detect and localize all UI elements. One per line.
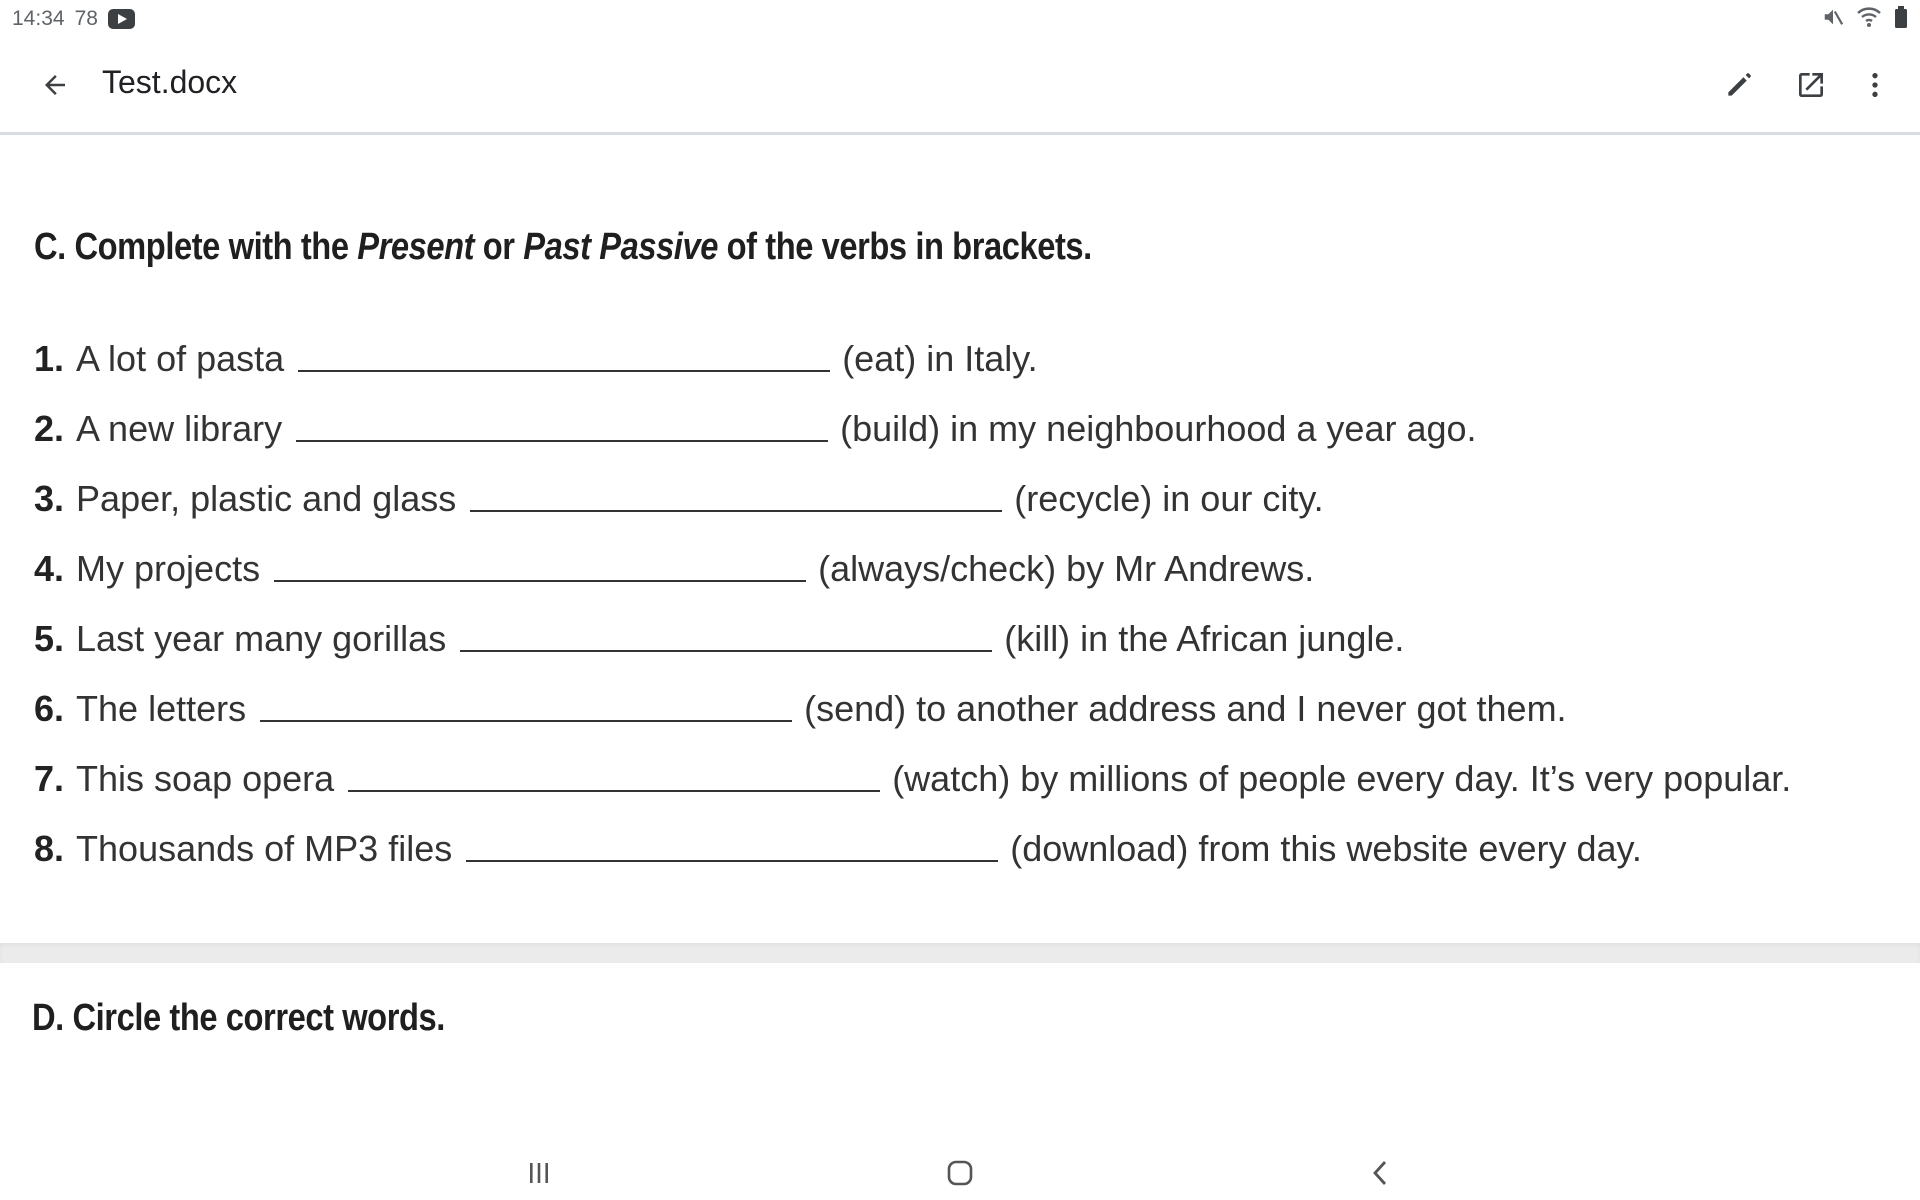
exercise-number: 7. (34, 758, 65, 799)
exercise-item (34, 400, 1477, 450)
section-c-letter: C. (34, 226, 66, 268)
section-d-text: Circle the correct words. (72, 997, 445, 1039)
exercise-stem: My projects (76, 548, 261, 589)
more-vert-icon (1859, 69, 1891, 101)
section-c-italic-past-passive: Past Passive (523, 226, 718, 268)
recent-apps-icon (525, 1160, 553, 1186)
exercise-item (34, 610, 1404, 660)
open-external-icon (1795, 69, 1827, 101)
open-with-button[interactable] (1786, 60, 1836, 110)
status-time: 14:34 (12, 7, 65, 30)
exercise-stem: A new library (76, 408, 283, 449)
exercise-item (34, 680, 1567, 730)
exercise-number: 4. (34, 548, 65, 589)
back-arrow-icon (40, 70, 70, 100)
exercise-rest: (build) in my neighbourhood a year ago. (840, 408, 1477, 449)
answer-blank (274, 580, 806, 582)
answer-blank (298, 370, 830, 372)
exercise-stem: Last year many gorillas (76, 618, 447, 659)
exercise-rest: (recycle) in our city. (1014, 478, 1324, 519)
pencil-icon (1723, 69, 1755, 101)
exercise-rest: (eat) in Italy. (842, 338, 1038, 379)
wifi-icon (1856, 6, 1882, 28)
notification-count: 78 (74, 7, 98, 30)
nav-back-icon (1368, 1159, 1394, 1187)
battery-icon (1894, 6, 1908, 28)
exercise-stem: Thousands of MP3 files (76, 828, 453, 869)
section-d-letter: D. (32, 997, 64, 1039)
status-right (1822, 6, 1908, 28)
youtube-icon (108, 9, 135, 29)
section-d-heading (32, 997, 445, 1040)
exercise-item (34, 540, 1314, 590)
navigation-bar (0, 1145, 1920, 1200)
document-title: Test.docx (102, 64, 238, 100)
system-back-button[interactable] (1351, 1151, 1411, 1195)
exercise-rest: (always/check) by Mr Andrews. (818, 548, 1315, 589)
back-button[interactable] (30, 60, 80, 110)
exercise-item (34, 470, 1324, 520)
answer-blank (296, 440, 828, 442)
exercise-stem: This soap opera (76, 758, 335, 799)
exercise-number: 8. (34, 828, 65, 869)
answer-blank (470, 510, 1002, 512)
status-left (12, 7, 135, 31)
exercise-number: 1. (34, 338, 65, 379)
section-c-italic-present: Present (357, 226, 475, 268)
exercise-item (34, 750, 1791, 800)
status-bar (0, 0, 1920, 38)
exercise-rest: (download) from this website every day. (1010, 828, 1642, 869)
section-c-text-before: Complete with the (74, 226, 349, 268)
answer-blank (260, 720, 792, 722)
section-c-text-after: of the verbs in brackets. (726, 226, 1092, 268)
exercise-stem: A lot of pasta (76, 338, 285, 379)
exercise-number: 6. (34, 688, 65, 729)
answer-blank (460, 650, 992, 652)
exercise-number: 3. (34, 478, 65, 519)
home-icon (946, 1159, 974, 1187)
mute-icon (1822, 6, 1844, 28)
exercise-number: 5. (34, 618, 65, 659)
more-options-button[interactable] (1850, 60, 1900, 110)
exercise-rest: (send) to another address and I never got them. (804, 688, 1567, 729)
exercise-stem: Paper, plastic and glass (76, 478, 457, 519)
exercise-rest: (kill) in the African jungle. (1004, 618, 1405, 659)
exercise-stem: The letters (76, 688, 247, 729)
exercise-rest: (watch) by millions of people every day. It’s very popular. (892, 758, 1792, 799)
exercise-item (34, 330, 1038, 380)
answer-blank (348, 790, 880, 792)
home-button[interactable] (930, 1151, 990, 1195)
recent-apps-button[interactable] (509, 1151, 569, 1195)
section-c-heading (34, 226, 1092, 269)
page-separator (0, 943, 1920, 963)
section-c-text-mid: or (482, 226, 515, 268)
app-bar (0, 38, 1920, 135)
exercise-number: 2. (34, 408, 65, 449)
answer-blank (466, 860, 998, 862)
exercise-item (34, 820, 1642, 870)
edit-button[interactable] (1714, 60, 1764, 110)
